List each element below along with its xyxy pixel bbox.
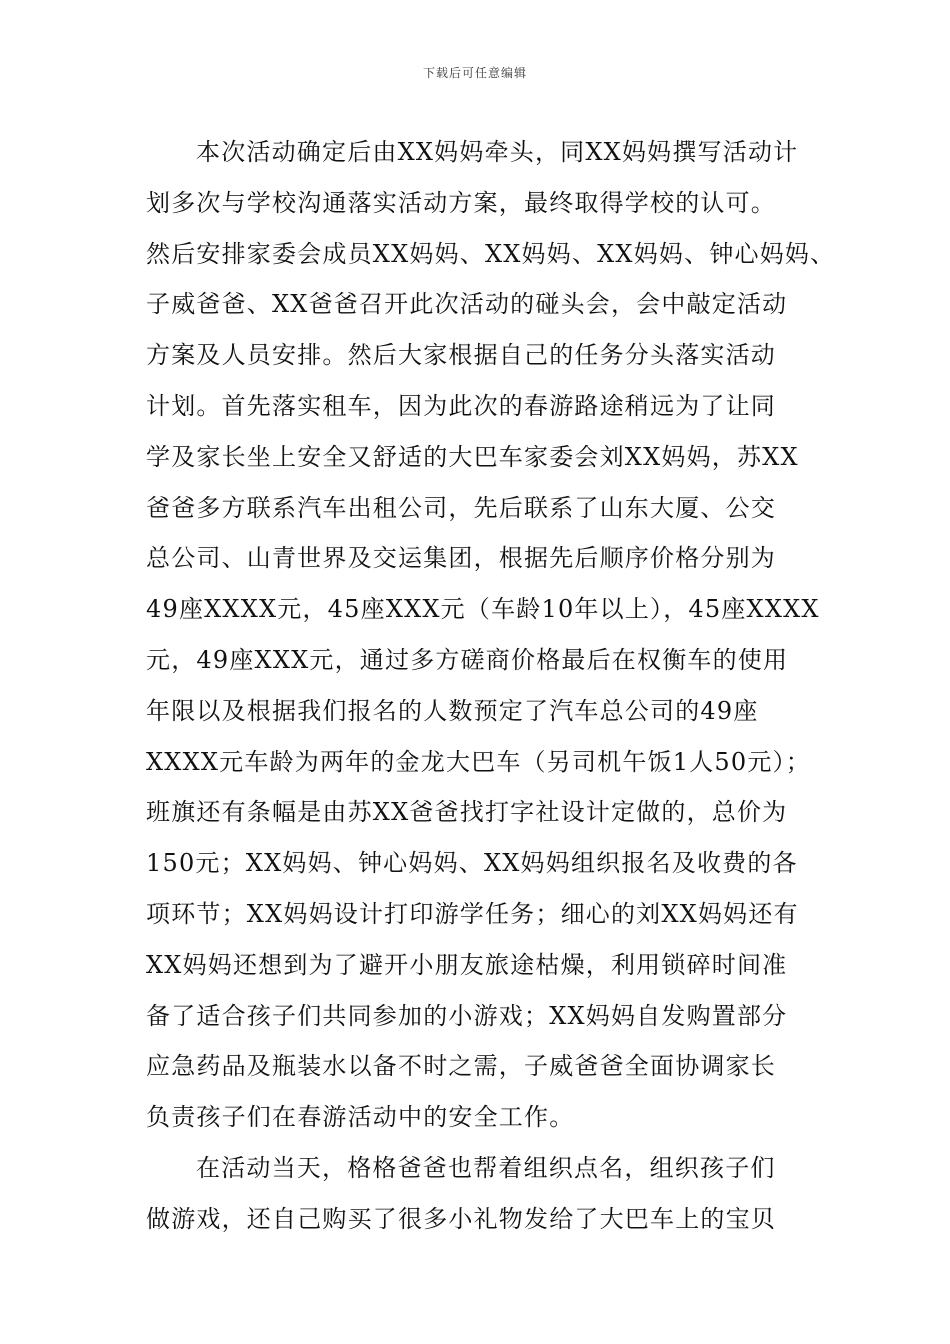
paragraph-line: 做游戏，还自己购买了很多小礼物发给了大巴车上的宝贝 [146, 1204, 776, 1233]
paragraph-line: 在活动当天，格格爸爸也帮着组织点名，组织孩子们 [196, 1153, 776, 1182]
paragraph-line: XX妈妈还想到为了避开小朋友旅途枯燥，利用锁碎时间准 [146, 950, 788, 979]
paragraph-line: 备了适合孩子们共同参加的小游戏；XX妈妈自发购置部分 [146, 1001, 788, 1030]
paragraph-line: XXXX元车龄为两年的金龙大巴车（另司机午饭1人50元）； [146, 747, 811, 776]
paragraph-line: 班旗还有条幅是由苏XX爸爸找打字社设计定做的，总价为 [146, 798, 788, 827]
paragraph-line: 本次活动确定后由XX妈妈牵头，同XX妈妈撰写活动计 [196, 138, 799, 166]
paragraph-line: 方案及人员安排。然后大家根据自己的任务分头落实活动 [146, 341, 776, 370]
paragraph-line: 然后安排家委会成员XX妈妈、XX妈妈、XX妈妈、钟心妈妈、 [146, 239, 836, 268]
paragraph-line: 应急药品及瓶装水以备不时之需，子威爸爸全面协调家长 [146, 1052, 776, 1081]
paragraph-line: 负责孩子们在春游活动中的安全工作。 [146, 1103, 575, 1132]
paragraph-line: 子威爸爸、XX爸爸召开此次活动的碰头会，会中敲定活动 [146, 290, 788, 319]
body-text [146, 127, 846, 1245]
paragraph-line: 年限以及根据我们报名的人数预定了汽车总公司的49座 [146, 696, 759, 725]
page-header: 下载后可任意编辑 [422, 66, 527, 80]
paragraph-line: 爸爸多方联系汽车出租公司，先后联系了山东大厦、公交 [146, 493, 776, 522]
paragraph-line: 项环节；XX妈妈设计打印游学任务；细心的刘XX妈妈还有 [146, 899, 799, 928]
paragraph-line: 150元；XX妈妈、钟心妈妈、XX妈妈组织报名及收费的各 [146, 849, 798, 878]
paragraph-line: 元，49座XXX元，通过多方磋商价格最后在权衡车的使用 [146, 645, 789, 674]
paragraph-line: 学及家长坐上安全又舒适的大巴车家委会刘XX妈妈，苏XX [146, 442, 799, 471]
paragraph-line: 划多次与学校沟通落实活动方案，最终取得学校的认可。 [146, 188, 776, 217]
paragraph-line: 49座XXXX元，45座XXX元（车龄10年以上），45座XXXX [146, 595, 820, 624]
paragraph-line: 计划。首先落实租车，因为此次的春游路途稍远为了让同 [146, 391, 776, 420]
paragraph-line: 总公司、山青世界及交运集团，根据先后顺序价格分别为 [146, 544, 776, 573]
